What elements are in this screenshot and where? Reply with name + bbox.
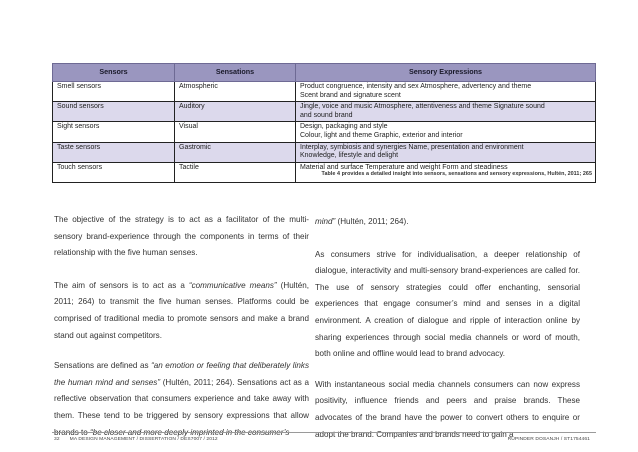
- expression-line: Interplay, symbiosis and synergies Name, presentation and environment: [300, 143, 524, 151]
- paragraph-objective: The objective of the strategy is to act as a facilitator of the multi-sensory brand-experience through the components in terms of their relationship with the five human senses.: [54, 215, 309, 258]
- paragraph-sensations: Sensations are defined as “an emotion or feeling that deliberately links the human mind and senses” (Hultén, 2011; 264). Sensations act as a reflective observation that consumers experience and take away with them. These tend to be triggered by sensory expressions that allow brands to “be closer and more deeply imprinted in the consumer’s: [54, 361, 309, 437]
- sensation-cell: Tactile: [175, 162, 296, 182]
- expression-line: and sound brand: [300, 111, 353, 119]
- expression-cell: [296, 102, 596, 122]
- sensor-cell: Touch sensors: [53, 162, 175, 182]
- expression-line: Product congruence, intensity and sex Atmosphere, advertency and theme: [300, 83, 532, 90]
- sensor-cell: Smell sensors: [53, 82, 175, 102]
- expression-line: Knowledge, lifestyle and delight: [300, 152, 399, 160]
- expression-line: Design, packaging and style: [300, 123, 388, 131]
- table-caption: Table 4 provides a detailed insight into sensors, sensations and sensory expressions, Hultén, 2011; 265: [321, 171, 592, 177]
- footer-divider: [52, 432, 596, 433]
- expression-cell: [296, 82, 596, 102]
- sensor-cell: Sight sensors: [53, 122, 175, 142]
- header-sensory-expressions: Sensory Expressions: [296, 64, 596, 82]
- paragraph-individualisation: As consumers strive for individualisation, a deeper relationship of dialogue, interactivity and multi-sensory brand-experiences are called for. The use of sensory strategies could offer enchanting, sensorial experiences that engage consumer’s mind and senses in a digital environment. A creation of dialogue and ripple of interaction online by sharing experiences through social media channels or word of mouth, both online and offline would lead to brand advocacy.: [315, 249, 580, 359]
- table-row: [53, 82, 596, 102]
- sensor-cell: Sound sensors: [53, 102, 175, 122]
- sensor-cell: Taste sensors: [53, 142, 175, 162]
- table-row: [53, 142, 596, 162]
- expression-cell: [296, 122, 596, 142]
- expression-line: Material and surface Temperature and weight Form and steadiness: [300, 163, 508, 171]
- page-number: 32: [54, 437, 60, 442]
- table-row: [53, 122, 596, 142]
- header-sensors: Sensors: [53, 64, 175, 82]
- paragraph-sensors: The aim of sensors is to act as a “communicative means” (Hultén, 2011; 264) to transmit the five human senses. Platforms could be comprised of traditional media to promote sensors and make a brand stand out against competitors.: [54, 280, 309, 340]
- expression-line: Colour, light and theme Graphic, exterior and interior: [300, 131, 463, 139]
- left-column: [54, 212, 309, 441]
- header-sensations: Sensations: [175, 64, 296, 82]
- paragraph-citation-continuation: mind” (Hultén, 2011; 264).: [315, 217, 409, 226]
- sensation-cell: Visual: [175, 122, 296, 142]
- footer-course: MA DESIGN MANAGEMENT / DISSERTATION / DES7007 / 2012: [69, 437, 218, 442]
- quote-imprinted: “be closer and more deeply imprinted in the consumer’s: [90, 427, 290, 437]
- sensation-cell: Atmospheric: [175, 82, 296, 102]
- sensation-cell: Gastromic: [175, 142, 296, 162]
- expression-cell: [296, 142, 596, 162]
- table-row: [53, 102, 596, 122]
- paragraph-social-media: With instantaneous social media channels consumers can now express positivity, influence friends and peers and praise brands. These advocates of the brand have the power to convert others to enquire or adopt the brand. Companies and brands need to gain a: [315, 379, 580, 439]
- footer-left: [54, 437, 218, 442]
- footer-author: RUPINDER DOSANJH / ST1754461: [507, 437, 590, 442]
- quote-sensation-definition: “an emotion or feeling that deliberately links the human mind and senses”: [54, 361, 309, 387]
- sensory-table: [52, 63, 596, 183]
- table-header-row: [53, 64, 596, 82]
- expression-line: Jingle, voice and music Atmosphere, attentiveness and theme Signature sound: [300, 103, 545, 111]
- sensation-cell: Auditory: [175, 102, 296, 122]
- quote-communicative-means: “communicative means”: [188, 280, 277, 290]
- right-column: [315, 214, 580, 443]
- expression-line: Scent brand and signature scent: [300, 91, 401, 99]
